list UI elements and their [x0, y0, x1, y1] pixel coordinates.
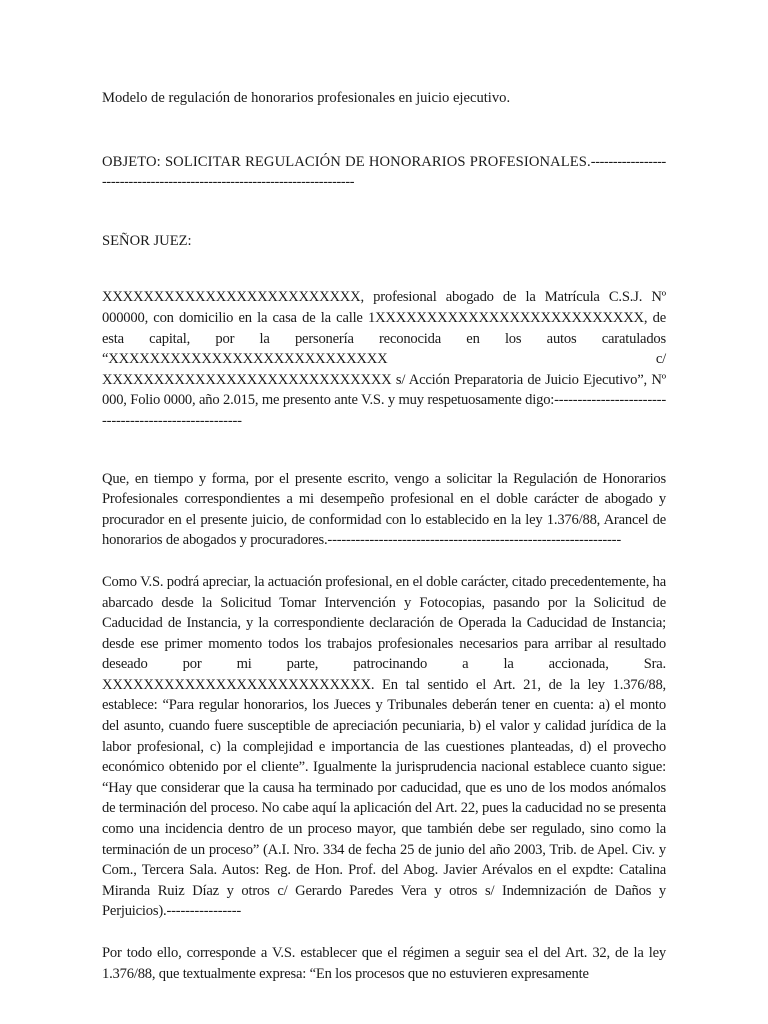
- paragraph-presentacion: XXXXXXXXXXXXXXXXXXXXXXXXX, profesional abogado de la Matrícula C.S.J. Nº 000000, con domicilio en la casa de la calle 1XXXXXXXXXXXXXXXXXXXXXXXXXX, de esta capital, por la personería reconocida en los autos caratulados “XXXXXXXXXXXXXXXXXXXXXXXXXXX c/ XXXXXXXXXXXXXXXXXXXXXXXXXXXX s/ Acción Preparatoria de Juicio Ejecutivo”, Nº 000, Folio 0000, año 2.015, me presento ante V.S. y muy respetuosamente digo:------------------------------------------------------: [102, 289, 666, 429]
- spacer: [102, 922, 666, 943]
- spacer: [102, 193, 666, 231]
- objeto-label: OBJETO:: [102, 153, 161, 170]
- paragraph-actuacion: Como V.S. podrá apreciar, la actuación profesional, en el doble carácter, citado precedentemente, ha abarcado desde la Solicitud Tomar Intervención y Fotocopias, pasando por la Solicitud de Caducidad de Instancia, y la correspondiente declaración de Operada la Caducidad de Instancia; desde ese primer momento todos los trabajos profesionales necesarios para arribar al resultado deseado por mi parte, patrocinando a la accionada, Sra. XXXXXXXXXXXXXXXXXXXXXXXXXX. En tal sentido el Art. 21, de la ley 1.376/88, establece: “Para regular honorarios, los Jueces y Tribunales deberán tener en cuenta: a) el monto del asunto, cuando fuere susceptible de apreciación pecuniaria, b) el valor y calidad jurídica de la labor profesional, c) la complejidad e importancia de las cuestiones planteadas, d) el provecho económico obtenido por el cliente”. Igualmente la jurisprudencia nacional establece cuanto sigue: “Hay que considerar que la causa ha terminado por caducidad, que es uno de los modos anómalos de terminación del proceso. No cabe aquí la aplicación del Art. 22, pues la caducidad no se presenta como una incidencia dentro de un proceso mayor, que también debe ser regulado, sino como la terminación de un proceso” (A.I. Nro. 334 de fecha 25 de junio del año 2003, Trib. de Apel. Civ. y Com., Tercera Sala. Autos: Reg. de Hon. Prof. del Abog. Javier Arévalos en el expdte: Catalina Miranda Ruiz Díaz y otros c/ Gerardo Paredes Vera y otros s/ Indemnización de Daños y Perjuicios).----------------: [102, 573, 666, 920]
- objeto-word-4: HONORARIOS: [368, 153, 466, 170]
- salutation: SEÑOR JUEZ:: [102, 232, 192, 249]
- spacer: [102, 551, 666, 572]
- objeto-word-2: REGULACIÓN: [245, 153, 341, 170]
- spacer: [102, 251, 666, 287]
- paragraph-regimen: Por todo ello, corresponde a V.S. establecer que el régimen a seguir sea el del Art. 32, de la ley 1.376/88, que textualmente expresa: “En los procesos que no estuvieren expresamente: [102, 945, 666, 982]
- objeto-word-1: SOLICITAR: [164, 153, 241, 170]
- document-body: [102, 88, 666, 984]
- spacer: [102, 432, 666, 469]
- paragraph-solicitud: Que, en tiempo y forma, por el presente escrito, vengo a solicitar la Regulación de Honorarios Profesionales correspondientes a mi desempeño profesional en el doble carácter de abogado y procurador en el presente juicio, de conformidad con lo establecido en la ley 1.376/88, Arancel de honorarios de abogados y procuradores.---------------------------------------------------------------: [102, 470, 666, 549]
- spacer: [102, 109, 666, 152]
- document-heading: Modelo de regulación de honorarios profesionales en juicio ejecutivo.: [102, 90, 511, 106]
- objeto-trailing-dashes: --------------------------------------------------------------------------: [102, 153, 666, 191]
- objeto-word-3: DE: [345, 153, 365, 170]
- objeto-line: [102, 152, 666, 193]
- objeto-word-5: PROFESIONALES.: [469, 153, 591, 170]
